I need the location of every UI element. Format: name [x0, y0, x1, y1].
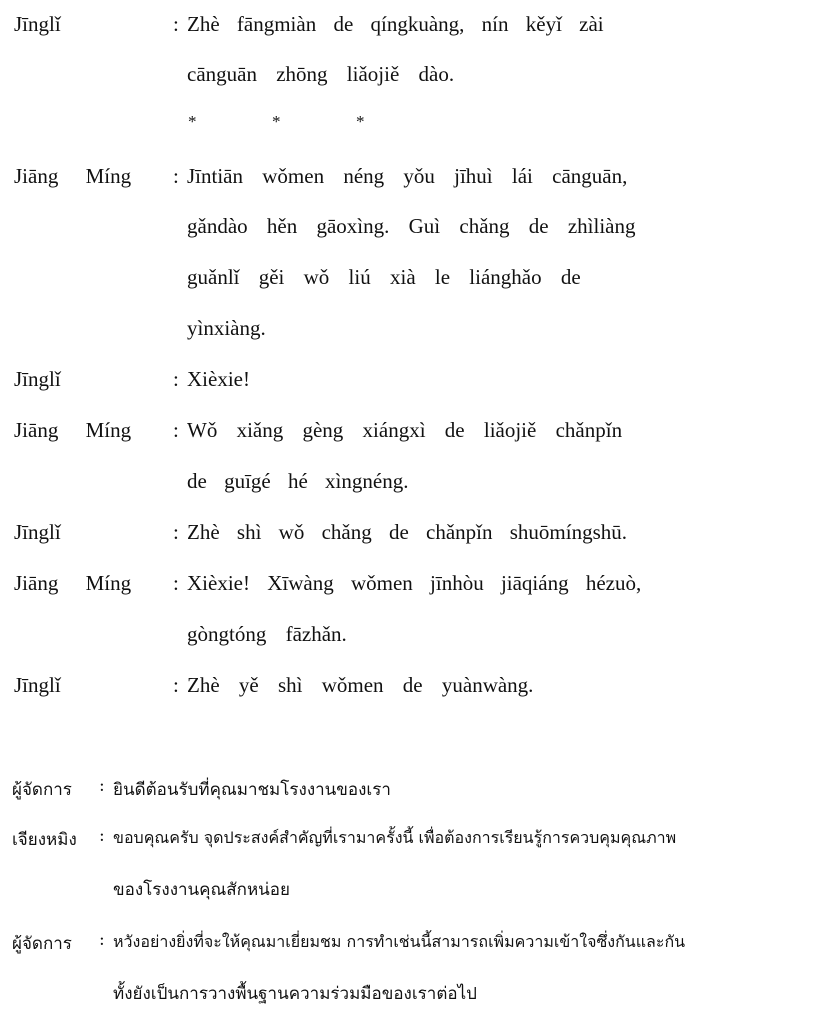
speaker-label: Jīnglǐ — [14, 520, 61, 544]
dialogue-line: หวังอย่างยิ่งที่จะให้คุณมาเยี่ยมชม การทำเช่นนี้สามารถเพิ่มความเข้าใจซึ่งกันและกัน — [113, 932, 686, 951]
colon: : — [99, 826, 105, 846]
speaker-label: เจียงหมิง — [12, 830, 77, 850]
dialogue-line: Jīntiān wǒmen néng yǒu jīhuì lái cānguān, — [187, 164, 628, 188]
separator-star: * — [272, 112, 281, 131]
dialogue-line: ทั้งยังเป็นการวางพื้นฐานความร่วมมือของเราต่อไป — [113, 984, 477, 1004]
dialogue-line: Zhè fāngmiàn de qíngkuàng, nín kěyǐ zài — [187, 12, 604, 36]
dialogue-line: de guīgé hé xìngnéng. — [187, 469, 409, 493]
colon: : — [173, 367, 179, 391]
dialogue-turn — [0, 571, 824, 601]
dialogue-turn — [0, 520, 824, 550]
dialogue-turn — [0, 673, 824, 703]
colon: : — [173, 418, 179, 442]
thai-dialogue-turn — [0, 930, 824, 958]
colon: : — [173, 673, 179, 697]
dialogue-turn — [0, 367, 824, 397]
separator-star: * — [356, 112, 365, 131]
section-separator — [0, 112, 824, 136]
dialogue-line: guǎnlǐ gěi wǒ liú xià le liánghǎo de — [187, 265, 581, 289]
dialogue-line: gòngtóng fāzhǎn. — [187, 622, 347, 646]
dialogue-line: Xièxie! — [187, 367, 250, 391]
colon: : — [173, 571, 179, 595]
speaker-label: Jiāng Míng — [14, 418, 132, 442]
thai-dialogue-turn — [0, 776, 824, 804]
speaker-label: Jīnglǐ — [14, 367, 61, 391]
dialogue-turn — [0, 12, 824, 42]
speaker-label: ผู้จัดการ — [12, 780, 72, 800]
colon: : — [173, 164, 179, 188]
dialogue-line: ยินดีต้อนรับที่คุณมาชมโรงงานของเรา — [113, 780, 391, 800]
colon: : — [99, 776, 105, 796]
dialogue-line: ของโรงงานคุณสักหน่อย — [113, 880, 290, 900]
speaker-label: Jiāng Míng — [14, 571, 132, 595]
speaker-label: Jīnglǐ — [14, 673, 61, 697]
dialogue-line: Zhè shì wǒ chǎng de chǎnpǐn shuōmíngshū. — [187, 520, 628, 544]
dialogue-line: Xièxie! Xīwàng wǒmen jīnhòu jiāqiáng hézuò, — [187, 571, 642, 595]
speaker-label: ผู้จัดการ — [12, 934, 72, 954]
dialogue-line: gǎndào hěn gāoxìng. Guì chǎng de zhìliàng — [187, 214, 636, 238]
speaker-label: Jiāng Míng — [14, 164, 132, 188]
dialogue-line: cānguān zhōng liǎojiě dào. — [187, 62, 455, 86]
dialogue-line: yìnxiàng. — [187, 316, 266, 340]
thai-dialogue-turn — [0, 826, 824, 854]
dialogue-turn — [0, 164, 824, 194]
dialogue-line: Wǒ xiǎng gèng xiángxì de liǎojiě chǎnpǐn — [187, 418, 623, 442]
colon: : — [173, 520, 179, 544]
speaker-label: Jīnglǐ — [14, 12, 61, 36]
separator-star: * — [188, 112, 197, 131]
colon: : — [99, 930, 105, 950]
dialogue-line: Zhè yě shì wǒmen de yuànwàng. — [187, 673, 534, 697]
dialogue-turn — [0, 418, 824, 448]
colon: : — [173, 12, 179, 36]
dialogue-line: ขอบคุณครับ จุดประสงค์สำคัญที่เรามาครั้งนี้ เพื่อต้องการเรียนรู้การควบคุมคุณภาพ — [113, 828, 677, 847]
